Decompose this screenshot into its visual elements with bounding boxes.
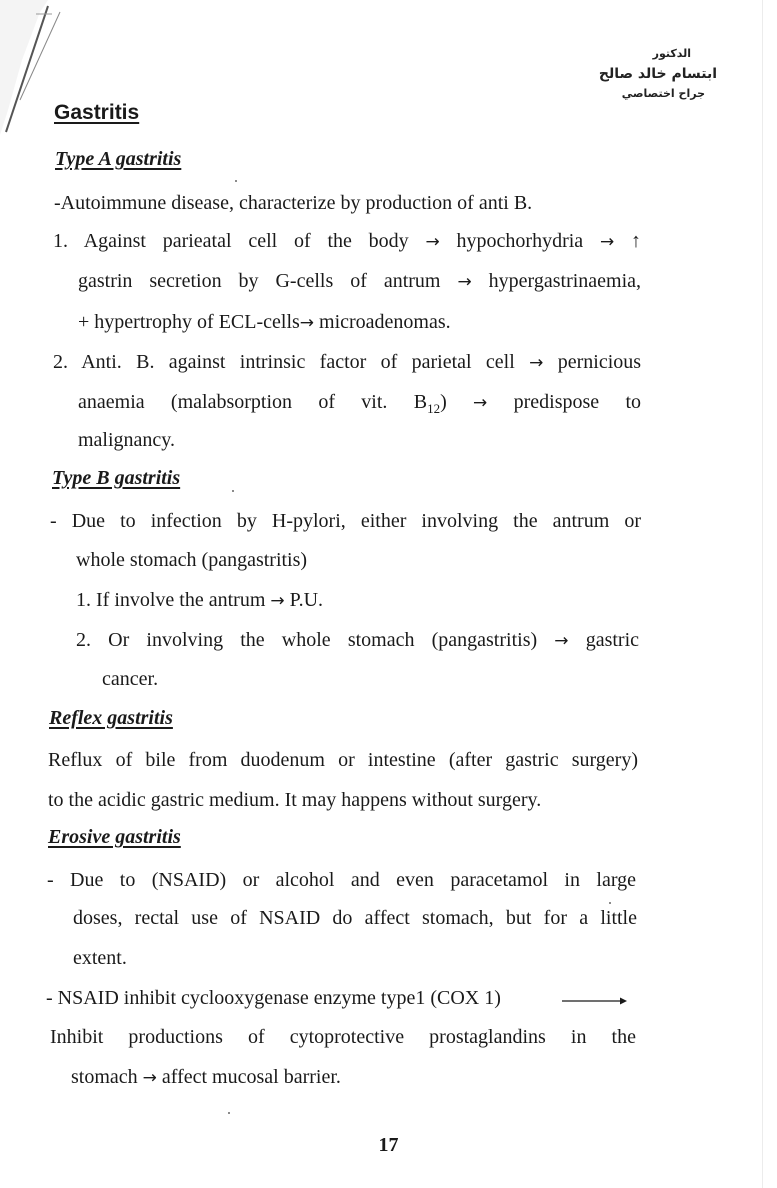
erosive-line3: extent. [73, 947, 127, 969]
heading-erosive: Erosive gastritis [48, 826, 181, 848]
heading-type-b: Type B gastritis [52, 467, 181, 489]
type-a-point2-line1: 2. Anti. B. against intrinsic factor of parietal cell → pernicious [53, 351, 642, 373]
arrow-icon: → [599, 232, 615, 252]
type-a-point2-line2: anaemia (malabsorption of vit. $B_{12}$) → predispose to [78, 391, 642, 416]
type-b-point2-line1: 2. Or involving the whole stomach (pangastritis) → gastric [76, 629, 640, 651]
erosive-line2: doses, rectal use of NSAID do affect stomach, but for a little [73, 907, 637, 929]
heading-type-a: Type A gastritis [55, 148, 182, 170]
erosive-line6: stomach → affect mucosal barrier. [71, 1066, 341, 1088]
erosive-line1: - Due to (NSAID) or alcohol and even paracetamol in large [47, 869, 636, 891]
scan-speck [232, 490, 234, 492]
scan-speck [228, 1112, 230, 1114]
page-title: Gastritis [54, 101, 140, 124]
erosive-line4: - NSAID inhibit cyclooxygenase enzyme type1 (COX 1) [46, 987, 501, 1009]
type-b-line1: - Due to infection by H-pylori, either involving the antrum or [50, 510, 641, 532]
type-a-point2-line3: malignancy. [78, 429, 176, 451]
arabic-specialty-line: جراح اختصاصي [621, 87, 705, 100]
arrow-icon: → [270, 591, 285, 611]
type-a-point1-line1: 1. Against parieatal cell of the body → hypochorhydria → ↑ [53, 230, 642, 252]
type-b-line2: whole stomach (pangastritis) [76, 549, 308, 571]
arabic-author-stamp [557, 44, 717, 104]
arrow-icon: → [554, 631, 569, 651]
arrow-icon: → [529, 353, 544, 373]
arrow-icon: → [457, 272, 472, 292]
page-edge-line [762, 0, 763, 1188]
page-number: 17 [378, 1134, 399, 1156]
type-b-point2-line2: cancer. [102, 668, 159, 690]
arrow-icon: → [473, 393, 488, 413]
reflex-line2: to the acidic gastric medium. It may happens without surgery. [48, 789, 542, 811]
type-b-point1: 1. If involve the antrum → P.U. [76, 589, 324, 611]
reflex-line1: Reflux of bile from duodenum or intestine (after gastric surgery) [48, 749, 638, 771]
arabic-name-line: ابتسام خالد صالح [598, 66, 717, 82]
scan-speck [235, 180, 237, 182]
arabic-title-line: الدكتور [652, 47, 691, 60]
type-a-point1-line2: gastrin secretion by G-cells of antrum → hypergastrinaemia, [78, 270, 642, 292]
type-a-intro: -Autoimmune disease, characterize by production of anti B. [54, 192, 533, 214]
heading-reflex: Reflex gastritis [49, 707, 173, 729]
erosive-line5: Inhibit productions of cytoprotective prostaglandins in the [50, 1026, 636, 1048]
up-arrow-icon: ↑ [631, 230, 642, 252]
type-a-point1-line3: + hypertrophy of ECL-cells→ microadenomas. [78, 311, 451, 333]
long-arrow-icon [562, 992, 628, 1008]
arrow-icon: → [142, 1068, 157, 1088]
arrow-icon: → [425, 232, 440, 252]
arrow-icon: → [299, 313, 315, 333]
scan-speck [609, 902, 611, 904]
